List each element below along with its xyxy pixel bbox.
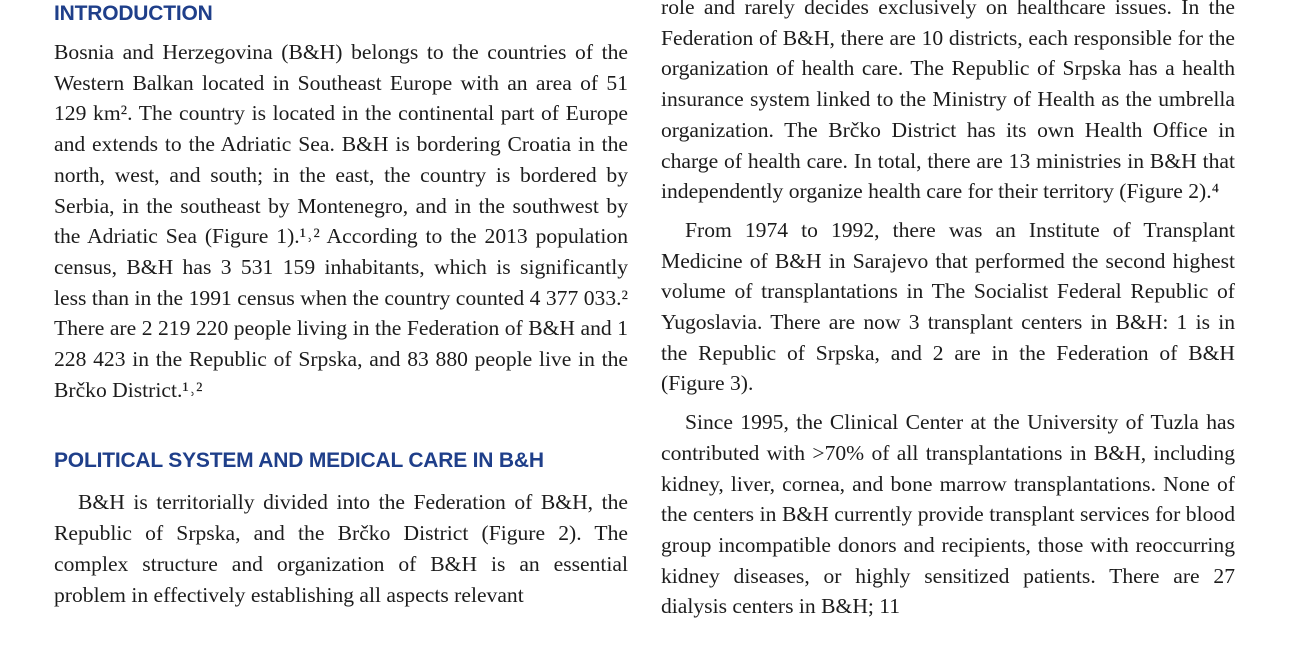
political-system-paragraph: B&H is territorially divided into the Federation of B&H, the Republic of Srpska, and the Brčko District (Figure 2). The complex structure and organization of B&H is an essential problem in effectively establishing all aspects relevant <box>54 490 628 607</box>
left-column <box>54 0 628 610</box>
right-column <box>661 0 1235 622</box>
tuzla-center-paragraph: Since 1995, the Clinical Center at the University of Tuzla has contributed with >70% of all transplantations in B&H, including kidney, liver, cornea, and bone marrow transplantations. None of the centers in B&H currently provide transplant services for blood group incompatible donors and recipients, those with reoccurring kidney diseases, or highly sensitized patients. There are 27 dialysis centers in B&H; 11 <box>661 410 1235 619</box>
introduction-heading: INTRODUCTION <box>54 2 213 25</box>
health-ministries-paragraph: role and rarely decides exclusively on healthcare issues. In the Federation of B&H, there are 10 districts, each responsible for the organization of health care. The Republic of Srpska has a health insurance system linked to the Ministry of Health as the umbrella organization. The Brčko District has its own Health Office in charge of health care. In total, there are 13 ministries in B&H that independently organize health care for their territory (Figure 2).⁴ <box>661 0 1235 204</box>
transplant-institute-paragraph: From 1974 to 1992, there was an Institute of Transplant Medicine of B&H in Sarajevo that performed the second highest volume of transplantations in The Socialist Federal Republic of Yugoslavia. There are now 3 transplant centers in B&H: 1 is in the Republic of Srpska, and 2 are in the Federation of B&H (Figure 3). <box>661 217 1235 396</box>
political-system-heading: POLITICAL SYSTEM AND MEDICAL CARE IN B&H <box>54 449 544 473</box>
introduction-paragraph: Bosnia and Herzegovina (B&H) belongs to the countries of the Western Balkan located in Southeast Europe with an area of 51 129 km². The country is located in the continental part of Europe and extends to the Adriatic Sea. B&H is bordering Croatia in the north, west, and south; in the east, the country is bordered by Serbia, in the southeast by Montenegro, and in the southwest by the Adriatic Sea (Figure 1).¹˒² According to the 2013 population census, B&H has 3 531 159 inhabitants, which is significantly less than in the 1991 census when the country counted 4 377 033.² There are 2 219 220 people living in the Federation of B&H and 1 228 423 in the Republic of Srpska, and 83 880 people live in the Brčko District.¹˒² <box>54 40 628 402</box>
